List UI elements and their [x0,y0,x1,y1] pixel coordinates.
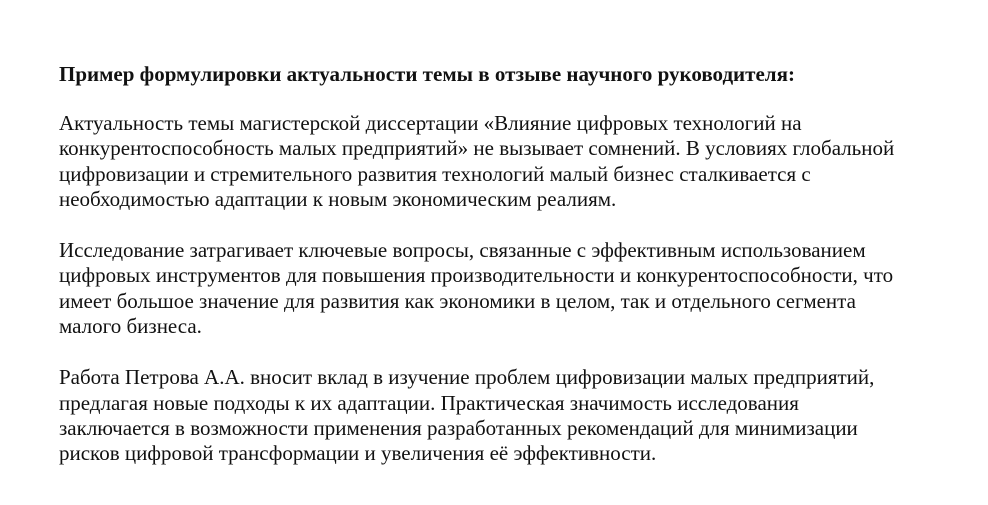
paragraph-line: рисков цифровой трансформации и увеличения её эффективности. [59,441,657,466]
paragraph-line: конкурентоспособность малых предприятий» не вызывает сомнений. В условиях глобальной [59,136,895,161]
document-heading: Пример формулировки актуальности темы в отзыве научного руководителя: [59,62,795,86]
paragraph-line: цифровых инструментов для повышения производительности и конкурентоспособности, что [59,263,894,288]
paragraph-research [59,238,959,339]
paragraph-line: Работа Петрова А.А. вносит вклад в изучение проблем цифровизации малых предприятий, [59,365,875,390]
paragraph-line: заключается в возможности применения разработанных рекомендаций для минимизации [59,415,858,440]
paragraph-line: Актуальность темы магистерской диссертации «Влияние цифровых технологий на [59,111,802,135]
paragraph-line: Исследование затрагивает ключевые вопросы, связанные с эффективным использованием [59,238,866,263]
paragraph-line: малого бизнеса. [59,314,202,339]
paragraph-contribution [59,365,959,466]
paragraph-line: имеет большое значение для развития как экономики в целом, так и отдельного сегмента [59,288,856,313]
paragraph-relevance [59,111,959,212]
paragraph-line: цифровизации и стремительного развития технологий малый бизнес сталкивается с [59,161,811,186]
document-body [59,61,959,467]
paragraph-line: предлагая новые подходы к их адаптации. Практическая значимость исследования [59,390,799,415]
paragraph-line: необходимостью адаптации к новым экономическим реалиям. [59,186,617,211]
